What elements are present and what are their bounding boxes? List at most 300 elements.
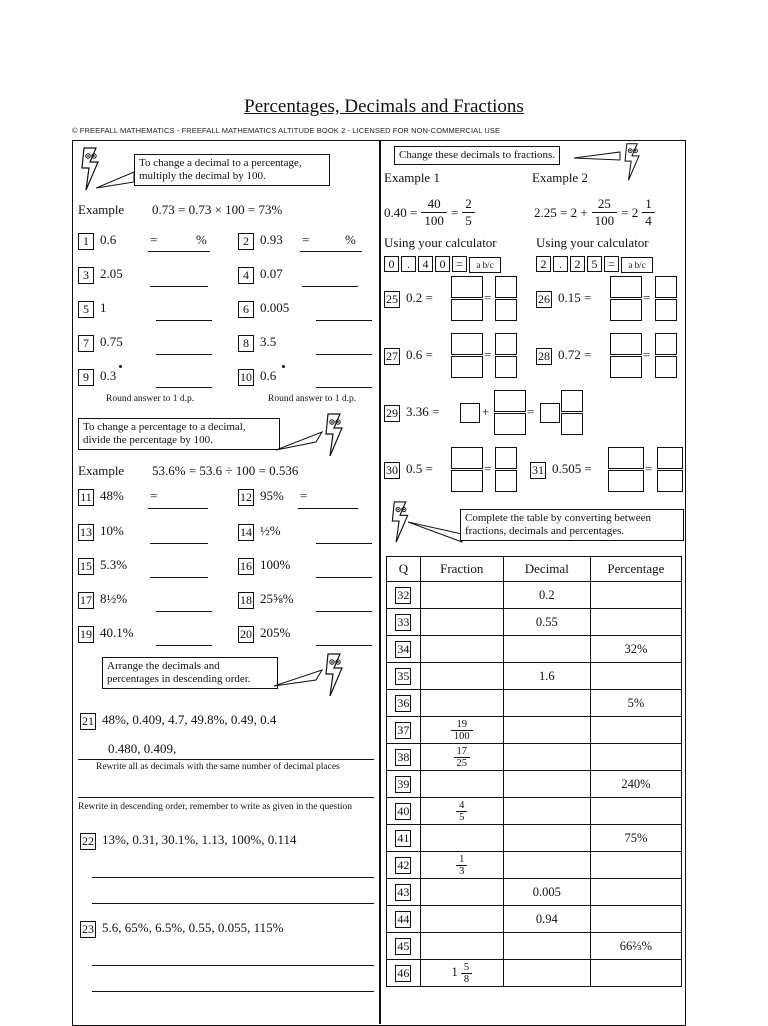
question-number: 22 (82, 833, 94, 848)
row-question-number (387, 906, 421, 933)
answer-line-9[interactable] (156, 386, 212, 388)
question-13 (78, 523, 124, 541)
percentage-cell[interactable] (590, 852, 681, 879)
answer-line-1[interactable] (148, 250, 210, 252)
row-question-number (387, 744, 421, 771)
fraction (592, 196, 618, 229)
question-number: 39 (397, 776, 410, 791)
fraction (456, 800, 467, 823)
percentage-cell[interactable] (590, 744, 681, 771)
question-text: 0.505 = (552, 461, 592, 476)
answer-box-numerator[interactable] (451, 276, 483, 298)
fraction-value (456, 853, 467, 877)
question-7 (78, 334, 123, 352)
answer-line-23a[interactable] (92, 964, 374, 966)
fraction-cell (420, 744, 503, 771)
decimal-cell: 0.2 (503, 582, 590, 609)
fraction-value (456, 799, 467, 823)
example-1-label: Example 1 (384, 170, 440, 185)
answer-line-20[interactable] (316, 644, 372, 646)
fraction-cell[interactable] (420, 825, 503, 852)
answer-box-denominator[interactable] (657, 470, 683, 492)
question-text: 0.6 = (406, 347, 433, 362)
decimal-cell: 0.55 (503, 609, 590, 636)
question-number: 20 (240, 626, 252, 641)
question-30 (384, 461, 433, 479)
percent-unit: % (196, 232, 207, 247)
question-number: 7 (78, 335, 94, 352)
equals-sign: = (484, 290, 492, 305)
answer-line-11[interactable] (148, 507, 208, 509)
answer-box-denominator[interactable] (495, 470, 517, 492)
decimal-cell[interactable] (503, 825, 590, 852)
question-text: 0.3 (100, 368, 117, 383)
percentage-cell[interactable] (590, 609, 681, 636)
answer-box-numerator[interactable] (494, 390, 526, 412)
table-header-row (387, 557, 682, 582)
fraction-cell (420, 960, 503, 987)
numerator: 1 (642, 196, 655, 213)
answer-line-23b[interactable] (92, 990, 374, 992)
table-row (387, 663, 682, 690)
question-number: 18 (240, 592, 252, 607)
decimal-cell[interactable] (503, 690, 590, 717)
answer-box-numerator[interactable] (561, 390, 583, 412)
row-question-number (387, 771, 421, 798)
equals-sign: = (450, 204, 459, 220)
question-number: 45 (397, 938, 410, 953)
fraction-cell[interactable] (420, 690, 503, 717)
row-question-number (387, 663, 421, 690)
question-15 (78, 557, 127, 575)
table-row (387, 690, 682, 717)
answer-line-18[interactable] (316, 610, 372, 612)
question-27 (384, 347, 433, 365)
calculator-label-2: Using your calculator (536, 235, 649, 250)
table-row (387, 636, 682, 663)
percentage-cell[interactable] (590, 960, 681, 987)
question-text: 0.72 = (558, 347, 592, 362)
question-text: 3.5 (260, 334, 277, 349)
answer-box-numerator[interactable] (451, 333, 483, 355)
table-row (387, 582, 682, 609)
answer-box-denominator[interactable] (451, 356, 483, 378)
question-text: 0.5 = (406, 461, 433, 476)
whole-number: 1 (451, 964, 461, 979)
answer-line-19[interactable] (156, 644, 212, 646)
percentage-cell[interactable] (590, 717, 681, 744)
numerator: 5 (461, 962, 472, 974)
callout-percentage-to-decimal: To change a percentage to a decimal, divide the percentage by 100. (78, 418, 280, 450)
answer-box-numerator[interactable] (495, 276, 517, 298)
question-number: 1 (78, 233, 94, 250)
rewrite-note-2: Rewrite in descending order, remember to write as given in the question (78, 802, 352, 812)
decimal-cell[interactable] (503, 717, 590, 744)
question-number: 36 (397, 695, 410, 710)
question-text: 5.6, 65%, 6.5%, 0.55, 0.055, 115% (102, 920, 284, 935)
question-4 (238, 266, 283, 284)
numerator: 19 (451, 719, 473, 731)
question-number: 37 (397, 722, 410, 737)
table-row (387, 744, 682, 771)
percentage-cell[interactable] (590, 879, 681, 906)
question-17 (78, 591, 127, 609)
answer-line-5[interactable] (156, 319, 212, 321)
question-number: 10 (240, 369, 252, 384)
fraction (454, 746, 471, 769)
question-text: ½% (260, 523, 281, 538)
percentage-cell: 240% (590, 771, 681, 798)
question-number: 44 (397, 911, 410, 926)
question-text: 10% (100, 523, 124, 538)
question-19 (78, 625, 134, 643)
table-row (387, 879, 682, 906)
answer-box-denominator[interactable] (451, 299, 483, 321)
answer-line-6[interactable] (316, 319, 372, 321)
question-29 (384, 404, 439, 422)
row-question-number (387, 609, 421, 636)
equals-sign: = (300, 488, 308, 503)
table-row (387, 771, 682, 798)
question-text: 25⅝% (260, 591, 294, 606)
callout-pointer (408, 516, 464, 544)
answer-line-2[interactable] (300, 250, 362, 252)
callout-decimal-to-percentage: To change a decimal to a percentage, multiply the decimal by 100. (134, 154, 330, 186)
percentage-cell: 66⅔% (590, 933, 681, 960)
question-number: 27 (386, 348, 398, 363)
question-text: 100% (260, 557, 291, 572)
freefall-mascot-icon (322, 412, 346, 458)
question-text: 2.05 (100, 266, 123, 281)
calc-key-fraction: a b/c (621, 257, 653, 273)
table-row (387, 798, 682, 825)
question-6 (238, 300, 289, 318)
question-text: 3.36 = (406, 404, 440, 419)
calc-key: . (401, 256, 416, 272)
rewrite-note-1: Rewrite all as decimals with the same number of decimal places (96, 762, 340, 772)
fraction-cell[interactable] (420, 663, 503, 690)
question-text: 5.3% (100, 557, 128, 572)
question-number: 38 (397, 749, 410, 764)
answer-line-21b[interactable] (78, 796, 374, 798)
decimal-cell: 0.005 (503, 879, 590, 906)
answer-box-numerator[interactable] (655, 333, 677, 355)
calc-key: 2 (536, 256, 551, 272)
row-question-number (387, 879, 421, 906)
question-number: 26 (538, 291, 550, 306)
fraction-cell[interactable] (420, 771, 503, 798)
fraction-value (454, 745, 471, 769)
question-number: 19 (80, 626, 92, 641)
percentage-cell[interactable] (590, 798, 681, 825)
denominator: 100 (424, 213, 444, 228)
example-text: 0.73 = 0.73 × 100 = 73% (152, 202, 283, 217)
question-text: 0.15 = (558, 290, 592, 305)
question-28 (536, 347, 591, 365)
denominator: 5 (465, 213, 472, 228)
question-31 (530, 461, 592, 479)
decimal-cell: 1.6 (503, 663, 590, 690)
example-2-label: Example 2 (532, 170, 588, 185)
answer-box-numerator[interactable] (608, 447, 644, 469)
question-23 (80, 920, 284, 938)
column-header-fraction: Fraction (420, 557, 503, 582)
question-3 (78, 266, 123, 284)
question-text: 0.005 (260, 300, 290, 315)
denominator: 25 (456, 757, 468, 769)
calculator-keys-2 (536, 255, 655, 273)
question-number: 2 (238, 233, 254, 250)
denominator: 4 (645, 213, 652, 228)
table-row (387, 852, 682, 879)
answer-box-denominator[interactable] (451, 470, 483, 492)
answer-line-12[interactable] (298, 507, 358, 509)
question-number: 6 (238, 301, 254, 318)
decimal-cell[interactable] (503, 744, 590, 771)
column-divider (379, 141, 381, 1024)
equals-sign: = (643, 347, 651, 362)
answer-box-denominator[interactable] (495, 356, 517, 378)
numerator: 17 (454, 746, 471, 758)
decimal-cell[interactable] (503, 798, 590, 825)
answer-line-3[interactable] (150, 285, 208, 287)
fraction-cell (420, 798, 503, 825)
question-11 (78, 488, 124, 506)
example-2-equation (534, 196, 655, 229)
answer-line-15[interactable] (150, 576, 208, 578)
question-number: 21 (82, 713, 94, 728)
question-number: 9 (78, 369, 94, 386)
question-25 (384, 290, 433, 308)
question-number: 35 (397, 668, 410, 683)
example-text: 53.6% = 53.6 ÷ 100 = 0.536 (152, 463, 299, 478)
decimal-cell[interactable] (503, 852, 590, 879)
answer-box-denominator[interactable] (561, 413, 583, 435)
row-question-number (387, 717, 421, 744)
calc-key: 4 (418, 256, 433, 272)
plus-sign: + (482, 404, 490, 419)
question-number: 4 (238, 267, 254, 284)
answer-box-numerator[interactable] (451, 447, 483, 469)
decimal-cell[interactable] (503, 771, 590, 798)
answer-box-numerator[interactable] (610, 276, 642, 298)
example-label: Example (78, 463, 125, 478)
question-number: 8 (238, 335, 254, 352)
answer-line-17[interactable] (156, 610, 212, 612)
answer-line-21a[interactable] (78, 758, 374, 760)
callout-pointer (274, 664, 326, 692)
answer-box-whole[interactable] (460, 403, 480, 423)
conversion-table (386, 556, 682, 987)
question-text: 40.1% (100, 625, 134, 640)
answer-box-numerator[interactable] (655, 276, 677, 298)
question-text: 48% (100, 488, 124, 503)
example-1-equation (384, 196, 475, 229)
fraction-cell[interactable] (420, 879, 503, 906)
calc-key: . (553, 256, 568, 272)
answer-box-denominator[interactable] (610, 299, 642, 321)
answer-box-numerator[interactable] (657, 447, 683, 469)
row-question-number (387, 690, 421, 717)
fraction-cell (420, 717, 503, 744)
question-text: 13%, 0.31, 30.1%, 1.13, 100%, 0.114 (102, 832, 297, 847)
question-text: 0.6 (260, 368, 277, 383)
table-row (387, 960, 682, 987)
question-8 (238, 334, 276, 352)
denominator: 3 (459, 865, 465, 877)
answer-line-13[interactable] (150, 542, 208, 544)
calc-key: 5 (587, 256, 602, 272)
fraction (451, 719, 473, 742)
percentage-cell[interactable] (590, 906, 681, 933)
question-number: 41 (397, 830, 410, 845)
answer-box-denominator[interactable] (494, 413, 526, 435)
numerator: 1 (456, 854, 467, 866)
answer-line-14[interactable] (316, 542, 372, 544)
denominator: 100 (594, 213, 615, 228)
callout-pointer (574, 148, 624, 168)
fraction (421, 196, 447, 229)
calculator-label-1: Using your calculator (384, 235, 497, 250)
answer-line-16[interactable] (316, 576, 372, 578)
percentage-cell[interactable] (590, 582, 681, 609)
calc-key-fraction: a b/c (469, 257, 501, 273)
equals-sign: = (150, 232, 158, 247)
column-header-decimal: Decimal (503, 557, 590, 582)
row-question-number (387, 960, 421, 987)
page-title: Percentages, Decimals and Fractions (244, 96, 524, 117)
question-number: 33 (397, 614, 410, 629)
answer-line-4[interactable] (302, 285, 358, 287)
answer-line-7[interactable] (156, 353, 212, 355)
fraction (462, 196, 475, 229)
q21-partial-answer: 0.480, 0.409, (108, 741, 177, 756)
question-26 (536, 290, 591, 308)
question-number: 31 (532, 462, 544, 477)
fraction-cell[interactable] (420, 582, 503, 609)
question-number: 46 (397, 965, 410, 980)
row-question-number (387, 933, 421, 960)
row-question-number (387, 825, 421, 852)
table-row (387, 717, 682, 744)
decimal-cell: 0.94 (503, 906, 590, 933)
decimal-cell[interactable] (503, 933, 590, 960)
equals-sign: = 2 (621, 204, 639, 220)
denominator: 100 (453, 730, 470, 742)
question-number: 13 (80, 524, 92, 539)
question-text: 48%, 0.409, 4.7, 49.8%, 0.49, 0.4 (102, 712, 277, 727)
fraction-cell[interactable] (420, 906, 503, 933)
percentage-cell: 32% (590, 636, 681, 663)
answer-box-numerator[interactable] (495, 333, 517, 355)
answer-line-8[interactable] (316, 353, 372, 355)
percent-unit: % (345, 232, 356, 247)
table-row (387, 933, 682, 960)
question-14 (238, 523, 281, 541)
answer-line-22b[interactable] (92, 902, 374, 904)
answer-box-numerator[interactable] (610, 333, 642, 355)
decimal-cell[interactable] (503, 960, 590, 987)
fraction (461, 962, 472, 985)
table-row (387, 609, 682, 636)
round-note-left: Round answer to 1 d.p. (106, 394, 195, 404)
freefall-mascot-icon (620, 142, 644, 182)
fraction-cell[interactable] (420, 933, 503, 960)
question-number: 32 (397, 587, 410, 602)
question-text: 95% (260, 488, 284, 503)
row-question-number (387, 582, 421, 609)
decimal-cell[interactable] (503, 636, 590, 663)
answer-box-denominator[interactable] (655, 356, 677, 378)
question-number: 30 (386, 462, 398, 477)
calc-key: = (604, 256, 619, 272)
question-text: 0.93 (260, 232, 283, 247)
callout-complete-table: Complete the table by converting between fractions, decimals and percentages. (460, 509, 684, 541)
question-number: 23 (82, 921, 94, 936)
fraction-cell[interactable] (420, 609, 503, 636)
equals-sign: = (484, 347, 492, 362)
fraction-value (451, 718, 473, 742)
percentage-cell: 75% (590, 825, 681, 852)
question-text: 0.2 = (406, 290, 433, 305)
calculator-keys-1 (384, 255, 503, 273)
answer-box-numerator[interactable] (495, 447, 517, 469)
question-number: 25 (386, 291, 398, 306)
question-number: 34 (397, 641, 410, 656)
copyright-notice: © FREEFALL MATHEMATICS - FREEFALL MATHEMATICS ALTITUDE BOOK 2 - LICENSED FOR NON-COMMERCIAL USE (72, 126, 501, 135)
answer-box-denominator[interactable] (495, 299, 517, 321)
column-header-percentage: Percentage (590, 557, 681, 582)
answer-line-22a[interactable] (92, 876, 374, 878)
fraction-cell[interactable] (420, 636, 503, 663)
answer-box-whole[interactable] (540, 403, 560, 423)
recurring-dot (119, 365, 122, 368)
question-9 (78, 368, 116, 386)
callout-pointer (96, 160, 136, 190)
question-1 (78, 232, 116, 250)
question-text: 1 (100, 300, 107, 315)
percentage-cell: 5% (590, 690, 681, 717)
question-number: 12 (240, 489, 252, 504)
answer-box-denominator[interactable] (655, 299, 677, 321)
calc-key: 2 (570, 256, 585, 272)
question-number: 29 (386, 405, 398, 420)
table-row (387, 825, 682, 852)
question-20 (238, 625, 290, 643)
calc-key: 0 (384, 256, 399, 272)
question-number: 5 (78, 301, 94, 318)
answer-line-10[interactable] (316, 386, 372, 388)
fraction-value (451, 961, 472, 985)
question-number: 15 (80, 558, 92, 573)
percentage-cell[interactable] (590, 663, 681, 690)
answer-box-denominator[interactable] (608, 470, 644, 492)
numerator: 40 (421, 196, 447, 213)
question-12 (238, 488, 284, 506)
callout-descending-order: Arrange the decimals and percentages in descending order. (102, 657, 278, 689)
freefall-mascot-icon (322, 652, 346, 698)
equals-sign: = (527, 404, 535, 419)
equals-sign: = (302, 232, 310, 247)
equals-sign: = (645, 461, 653, 476)
calc-key: 0 (435, 256, 450, 272)
answer-box-denominator[interactable] (610, 356, 642, 378)
question-10 (238, 368, 276, 386)
row-question-number (387, 852, 421, 879)
equals-sign: = (643, 290, 651, 305)
question-text: 0.75 (100, 334, 123, 349)
table-row (387, 906, 682, 933)
